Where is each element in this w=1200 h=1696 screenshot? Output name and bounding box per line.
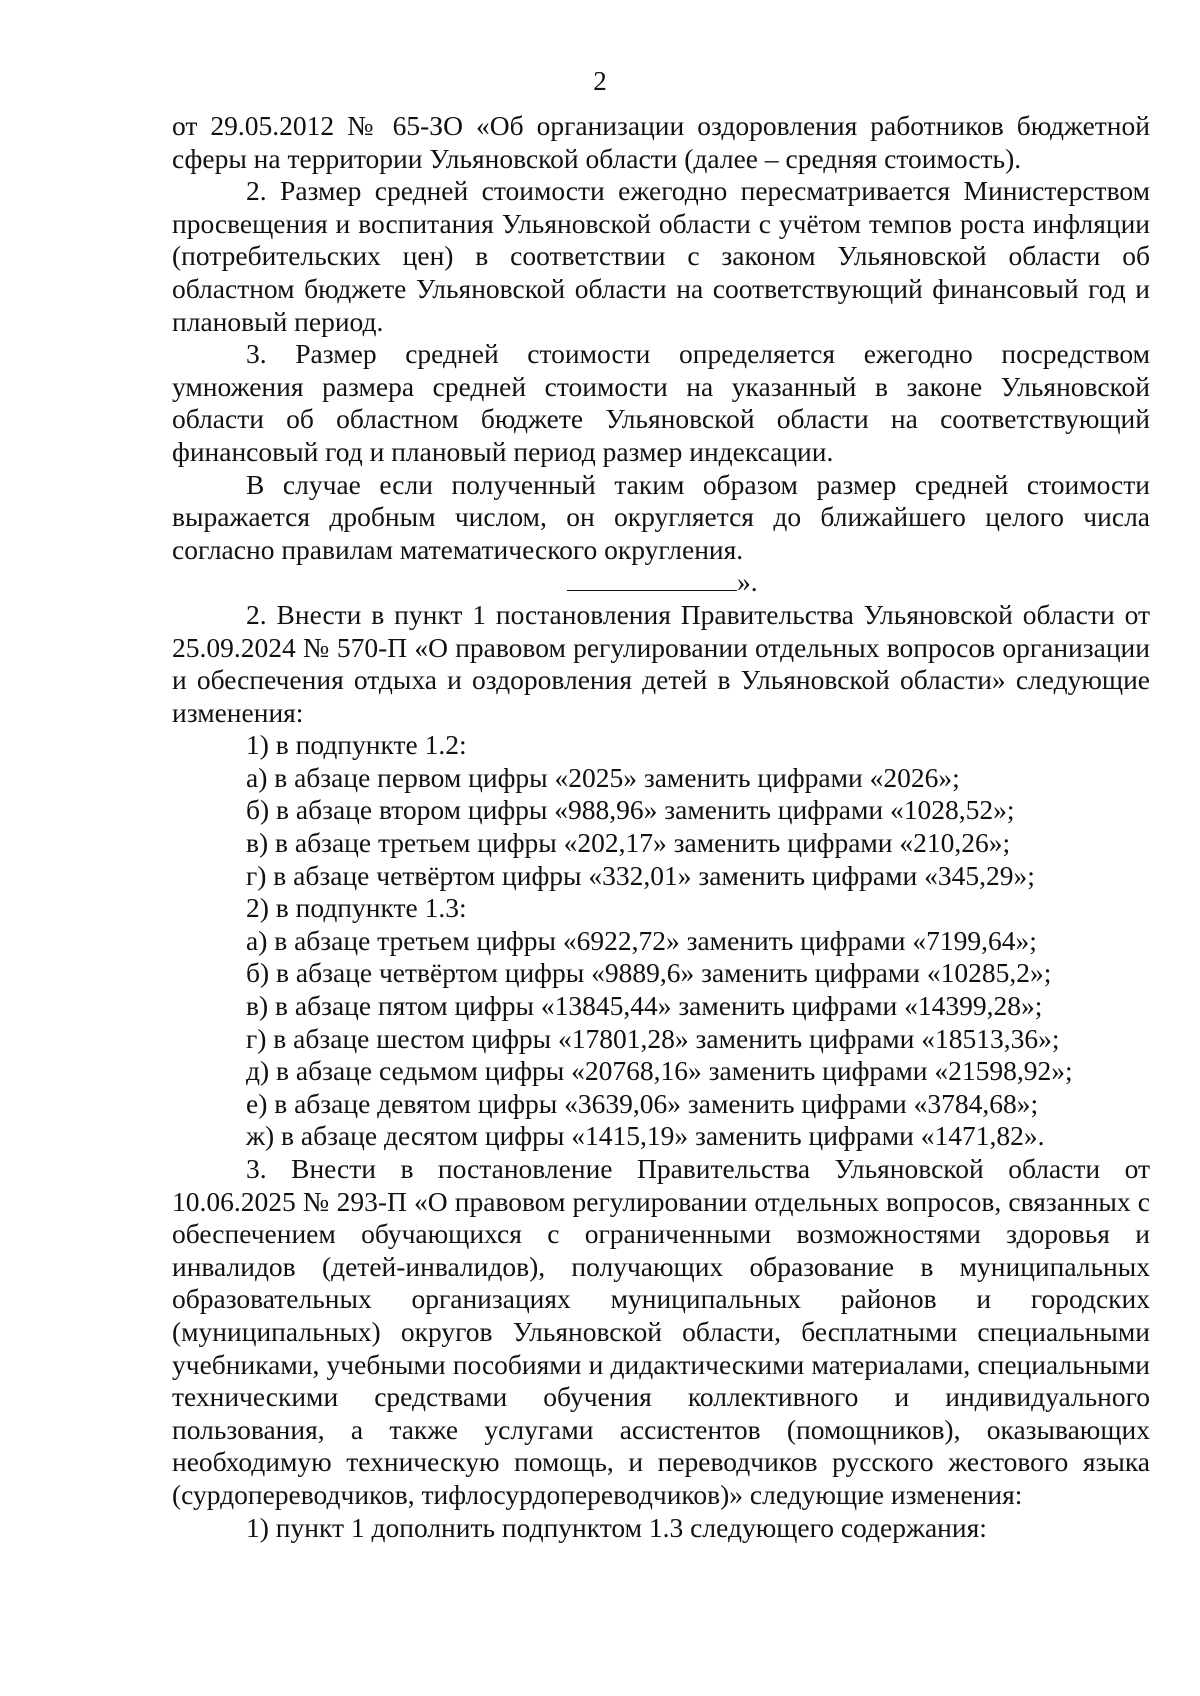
- list-item: в) в абзаце пятом цифры «13845,44» заменить цифрами «14399,28»;: [246, 990, 1043, 1022]
- list-item: д) в абзаце седьмом цифры «20768,16» заменить цифрами «21598,92»;: [246, 1055, 1073, 1087]
- paragraph-section-3: 3. Внести в постановление Правительства Ульяновской области от 10.06.2025 № 293-П «О правовом регулировании отдельных вопросов, связанных с обеспечением обучающихся с ограниченными возможностями здоровья и инвалидов (детей-инвалидов), получающих образование в муниципальных образовательных организациях муниципальных районов и городских (муниципальных) округов Ульяновской области, бесплатными специальными учебниками, учебными пособиями и дидактическими материалами, специальными техническими средствами обучения коллективного и индивидуального пользования, а также услугами ассистентов (помощников), оказывающих необходимую техническую помощь, и переводчиков русского жестового языка (сурдопереводчиков, тифлосурдопереводчиков)» следующие изменения:: [172, 1153, 1150, 1510]
- paragraph-2-average-cost-revision: 2. Размер средней стоимости ежегодно пересматривается Министерством просвещения и воспитания Ульяновской области с учётом темпов роста инфляции (потребительских цен) в соответствии с законом Ульяновской области об областном бюджете Ульяновской области на соответствующий финансовый год и плановый период.: [172, 175, 1150, 337]
- list-item: б) в абзаце четвёртом цифры «9889,6» заменить цифрами «10285,2»;: [246, 957, 1052, 989]
- list-item: е) в абзаце девятом цифры «3639,06» заменить цифрами «3784,68»;: [246, 1087, 1039, 1119]
- paragraph-section-2: 2. Внести в пункт 1 постановления Правительства Ульяновской области от 25.09.2024 № 570-П «О правовом регулировании отдельных вопросов организации и обеспечения отдыха и оздоровления детей в Ульяновской области» следующие изменения:: [172, 598, 1150, 728]
- paragraph-rounding-rule: В случае если полученный таким образом размер средней стоимости выражается дробным числом, он округляется до ближайшего целого числа согласно правилам математического округления.: [172, 468, 1150, 565]
- list-item: а) в абзаце первом цифры «2025» заменить цифрами «2026»;: [246, 761, 960, 793]
- closing-quote-line: [172, 566, 1150, 599]
- paragraph-continuation-line2: сферы на территории Ульяновской области (далее – средняя стоимость).: [172, 142, 1022, 174]
- list-item: б) в абзаце втором цифры «988,96» заменить цифрами «1028,52»;: [246, 794, 1015, 826]
- page-number: 2: [593, 66, 607, 96]
- list-item: 1) в подпункте 1.2:: [246, 729, 467, 761]
- paragraph-section-3-item-1: 1) пункт 1 дополнить подпунктом 1.3 следующего содержания:: [246, 1511, 987, 1543]
- blank-underline: [567, 568, 737, 591]
- paragraph-continuation-line1: от 29.05.2012 № 65-ЗО «Об организации оздоровления работников бюджетной: [172, 110, 1150, 141]
- paragraph-3-average-cost-indexation: 3. Размер средней стоимости определяется ежегодно посредством умножения размера средней стоимости на указанный в законе Ульяновской области об областном бюджете Ульяновской области на соответствующий финансовый год и плановый период размер индексации.: [172, 338, 1150, 467]
- list-item: в) в абзаце третьем цифры «202,17» заменить цифрами «210,26»;: [246, 827, 1011, 859]
- list-item: 2) в подпункте 1.3:: [246, 892, 467, 924]
- list-item: г) в абзаце шестом цифры «17801,28» заменить цифрами «18513,36»;: [246, 1022, 1060, 1054]
- closing-quote: ».: [737, 566, 758, 598]
- list-item: а) в абзаце третьем цифры «6922,72» заменить цифрами «7199,64»;: [246, 924, 1037, 956]
- list-item: г) в абзаце четвёртом цифры «332,01» заменить цифрами «345,29»;: [246, 859, 1035, 891]
- list-item: ж) в абзаце десятом цифры «1415,19» заменить цифрами «1471,82».: [246, 1120, 1045, 1152]
- document-body: [172, 110, 1150, 1544]
